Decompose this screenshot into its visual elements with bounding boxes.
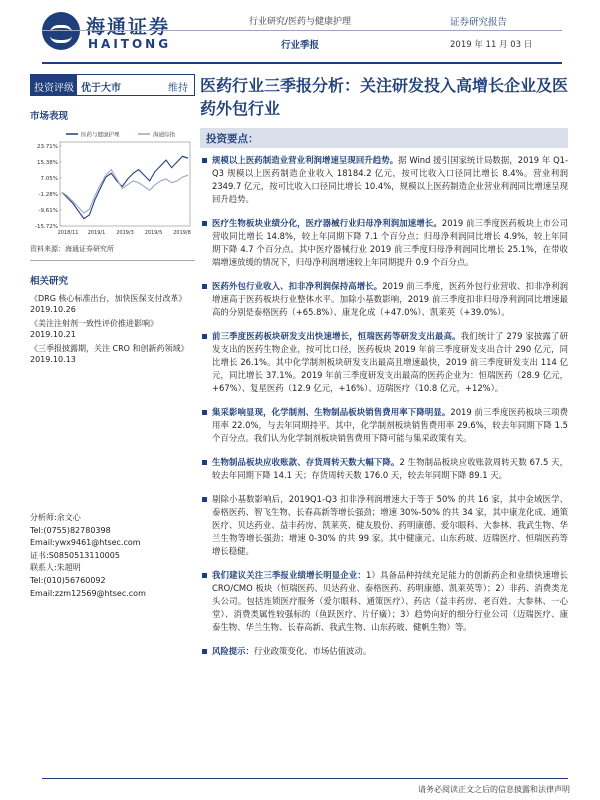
key-point-text: 我们统计了 279 家披露了研发支出的医药生物企业，按可比口径，医药板块 2019 年前三季度研发支出合计 290 亿元，同比增长 26.1%。其中化学制剂板块研发支出最高且增速最快，2019 前三季度研发支出 114 亿元，同比增长 37.1%。2019 年前三季度研发支出最高的医药企业为：恒瑞医药（28.9 亿元，+67%）、复星医药（12.9 亿元，+16%）、迈瑞医疗（10.8 亿元，+12%）。 bbox=[212, 331, 568, 393]
sidebar bbox=[30, 74, 195, 365]
investment-rating bbox=[30, 74, 195, 96]
performance-chart-svg bbox=[30, 128, 195, 238]
contact-email[interactable]: Email:zzm12569@htsec.com bbox=[30, 588, 146, 598]
key-point-item bbox=[200, 280, 568, 319]
related-item-title: 《三季报披露期，关注 CRO 和创新药领域》 bbox=[30, 344, 189, 353]
key-points-list bbox=[200, 154, 568, 658]
key-point-item bbox=[200, 154, 568, 206]
key-point-item bbox=[200, 330, 568, 395]
key-point-heading: 集采影响显现，化学制剂、生物制品板块销售费用率下降明显。 bbox=[212, 407, 451, 417]
key-point-item bbox=[200, 217, 568, 269]
industry-category: 行业研究/医药与健康护理 bbox=[248, 17, 352, 27]
report-title: 医药行业三季报分析：关注研发投入高增长企业及医药外包行业 bbox=[200, 76, 569, 118]
key-point-item bbox=[200, 406, 568, 445]
key-point-heading: 医疗生物板块业绩分化，医疗器械行业归母净利润加速增长。 bbox=[212, 218, 442, 228]
related-item-date: 2019.10.13 bbox=[30, 355, 76, 364]
y-tick-label: 23.71% bbox=[37, 144, 58, 150]
x-tick-label: 2019/3 bbox=[116, 230, 134, 236]
analyst-contacts bbox=[30, 512, 195, 600]
market-performance-chart bbox=[30, 128, 195, 238]
analyst-name: 分析师:余文心 bbox=[30, 513, 81, 522]
y-tick-label: -15.72% bbox=[35, 224, 58, 230]
analyst-tel: Tel:(0755)82780398 bbox=[30, 525, 111, 535]
key-point-text: 2019 前三季度医药板块上市公司营收同比增长 14.8%，较上年同期下降 7.1 个百分点；归母净利润同比增长 4.9%，较上年同期下降 4.7 个百分点。其中医疗器械行业 2019 前三季度归母净利润同比增长 25.1%，在带收端增速放缓的情况下，归母净利润增速较上年同期提升 0.9 个百分点。 bbox=[212, 218, 568, 267]
haitong-logo bbox=[42, 10, 192, 54]
key-point-text: 据 Wind 援引国家统计局数据，2019 年 Q1-Q3 规模以上医药制造企业收入 18184.2 亿元，按可比收入口径同比增长 8.4%。营业利润 2349.7 亿元，按可比收入口径同比增长 10.4%，规模以上医药制造企业营业利润同比增速呈现回升趋势。 bbox=[212, 155, 569, 204]
analyst-certificate: 证书:S0850513110005 bbox=[30, 550, 120, 560]
key-point-item bbox=[200, 645, 568, 658]
report-header bbox=[0, 0, 600, 68]
key-point-text: 剔除小基数影响后，2019Q1-Q3 扣非净利润增速大于等于 50% 的共 16 家，其中金域医学、泰格医药、智飞生物、长春高新等增长强劲；增速 30%-50% 的共 34 家，其中康龙化成、通策医疗、贝达药业、益丰药房、凯莱英、健友股份、药明康德、爱尔眼科、大参林、我武生物、华兰生物等增长强劲；增速 0-30% 的共 99 家。其中健康元、山东药玻、迈瑞医疗、恒瑞医药等增长稳健。 bbox=[212, 494, 568, 556]
header-center bbox=[215, 14, 385, 51]
report-type: 行业季报 bbox=[280, 40, 319, 51]
y-tick-label: -1.28% bbox=[38, 192, 58, 198]
footer-divider bbox=[42, 778, 568, 779]
analyst-email[interactable]: Email:ywx9461@htsec.com bbox=[30, 538, 141, 548]
y-tick-label: 15.38% bbox=[37, 160, 58, 166]
series-line bbox=[62, 170, 188, 213]
key-point-heading: 规模以上医药制造业营业利润增速呈现回升趋势。 bbox=[212, 155, 399, 165]
key-point-heading: 医药外包行业收入、扣非净利润保持高增长。 bbox=[212, 281, 383, 291]
related-item-title: 《美注注射剂一致性评价推进影响》 bbox=[30, 319, 158, 328]
x-tick-label: 2019/1 bbox=[87, 230, 106, 236]
key-point-text: 1）具备品种持续充足能力的创新药企和业绩快速增长 CRO/CMO 板块（恒瑞医药、贝达药业、泰格医药、药明康德、凯莱英等）；2）非药、消费类龙头公司。包括连锁医疗服务（爱尔眼科、通策医疗）、药店（益丰药房、老百姓、大参林、一心堂）、消费类属性较强标的（鱼跃医疗、片仔癀）；3）趋势向好的细分行业公司（迈瑞医疗、康泰生物、华兰生物、长春高新、我武生物、山东药玻、健帆生物）等。 bbox=[212, 570, 568, 632]
market-performance-title: 市场表现 bbox=[30, 111, 69, 122]
logo-en-text: HAITONG bbox=[88, 37, 172, 51]
report-date: 2019 年 11 月 03 日 bbox=[450, 40, 533, 50]
footer-disclaimer: 请务必阅读正文之后的信息披露和法律声明 bbox=[418, 785, 570, 794]
contact-name: 联系人:朱超明 bbox=[30, 563, 81, 573]
related-item[interactable] bbox=[30, 343, 195, 365]
key-point-heading: 我们建议关注三季报业绩增长明显企业： bbox=[212, 570, 366, 580]
x-tick-label: 2019/8 bbox=[173, 230, 191, 236]
contact-tel: Tel:(010)56760092 bbox=[30, 575, 106, 585]
key-point-text: 行业政策变化、市场估值波动。 bbox=[253, 646, 372, 656]
logo-cn-text: 海通证券 bbox=[86, 16, 171, 38]
chart-source: 资料来源：海通证券研究所 bbox=[30, 245, 114, 253]
related-research-list bbox=[30, 293, 195, 365]
related-item-title: 《DRG 核心标准出台，加快医保支付改革》 bbox=[30, 294, 187, 303]
related-item-date: 2019.10.21 bbox=[30, 330, 76, 339]
key-point-heading: 前三季度医药板块研发支出快速增长，恒瑞医药等研发支出最高。 bbox=[212, 331, 461, 341]
key-point-item bbox=[200, 569, 568, 634]
header-right bbox=[450, 14, 580, 50]
sidebar-divider bbox=[30, 260, 195, 261]
x-tick-label: 2019/5 bbox=[144, 230, 163, 236]
x-tick-label: 2018/11 bbox=[57, 230, 79, 236]
related-item-date: 2019.10.26 bbox=[30, 305, 76, 314]
related-research-title: 相关研究 bbox=[30, 276, 69, 287]
key-point-text: 2019 前三季度医药板块三项费用率 22.0%，与去年同期持平。其中，化学制剂板块销售费用率 29.6%，较去年同期下降 1.5 个百分点。我们认为化学制剂板块销售费用下降可能与集采政策有关。 bbox=[212, 407, 568, 443]
rating-value: 优于大市 bbox=[81, 83, 121, 94]
rating-label: 投资评级 bbox=[31, 75, 77, 95]
key-points-header: 投资要点： bbox=[200, 128, 568, 148]
key-point-text: 2019 前三季度，医药外包行业营收、扣非净利润增速高于医药板块行业整体水平。加除小基数影响，2019 前三季度扣非归母净利润同比增速最高的分别是泰格医药（+65.8%）、康龙化成（+47.0%）、凯莱英（+39.0%）。 bbox=[212, 281, 568, 317]
report-label: 证券研究报告 bbox=[450, 17, 508, 28]
main-content bbox=[200, 74, 568, 669]
y-tick-label: 7.05% bbox=[40, 176, 58, 182]
key-point-heading: 风险提示： bbox=[212, 646, 254, 656]
haitong-logo-mark-icon bbox=[42, 12, 80, 50]
legend-label: 医药与健康护理 bbox=[81, 132, 120, 139]
related-item[interactable] bbox=[30, 318, 195, 340]
key-point-item bbox=[200, 493, 568, 558]
header-divider bbox=[42, 30, 562, 31]
rating-change: 维持 bbox=[168, 83, 188, 94]
key-point-heading: 生物制品板块应收账款、存货周转天数大幅下降。 bbox=[212, 457, 400, 467]
key-point-item bbox=[200, 456, 568, 482]
related-item[interactable] bbox=[30, 293, 195, 315]
legend-label: 海通综指 bbox=[153, 132, 176, 139]
header-divider-thick bbox=[42, 62, 562, 64]
y-tick-label: -9.61% bbox=[38, 208, 58, 214]
key-point-text: 2 生物制品板块应收账款周转天数 67.5 天，较去年同期下降 14.1 天；存货周转天数 176.0 天，较去年同期下降 89.1 天。 bbox=[212, 457, 569, 480]
